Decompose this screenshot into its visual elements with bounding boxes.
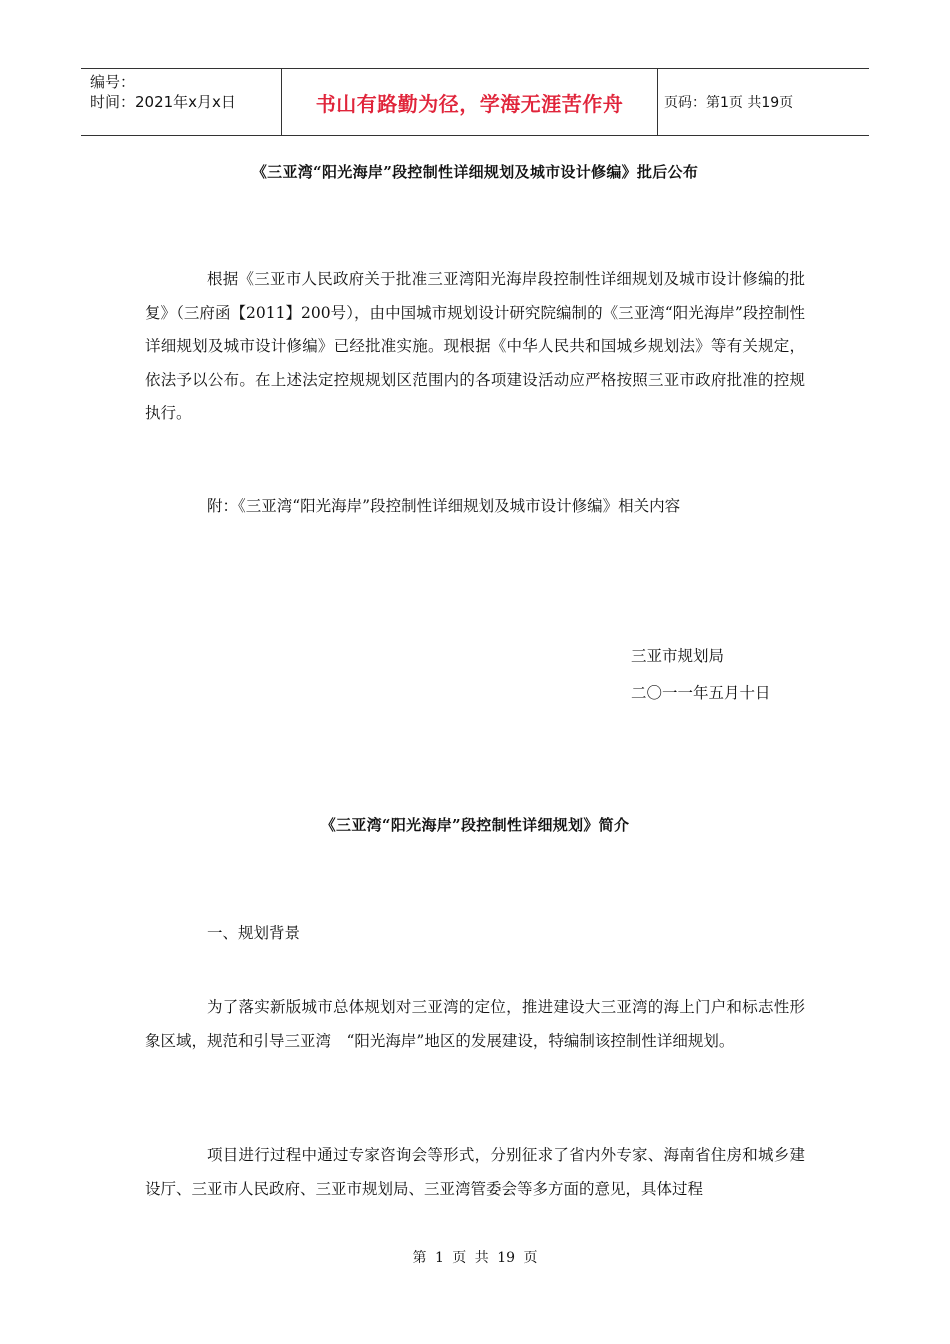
header-motto-cell: [282, 69, 658, 135]
intro-title: 《三亚湾“阳光海岸”段控制性详细规划》简介: [320, 816, 630, 834]
document-header: [81, 68, 869, 136]
section1-heading: 一、规划背景: [207, 924, 301, 942]
intro-paragraph-1: 为了落实新版城市总体规划对三亚湾的定位，推进建设大三亚湾的海上门户和标志性形象区域，规范和引导三亚湾 “阳光海岸”地区的发展建设，特编制该控制性详细规划。: [145, 998, 805, 1050]
code-label: 编号：: [90, 73, 136, 91]
notice-body: 根据《三亚市人民政府关于批准三亚湾阳光海岸段控制性详细规划及城市设计修编的批复》（三府函【2011】200号），由中国城市规划设计研究院编制的《三亚湾“阳光海岸”段控制性详细规划及城市设计修编》已经批准实施。现根据《中华人民共和国城乡规划法》等有关规定，依法予以公布。在上述法定控规规划区范围内的各项建设活动应严格按照三亚市政府批准的控规执行。: [145, 270, 805, 422]
header-meta: [81, 69, 282, 135]
time-label: 时间：2021年x月x日: [90, 93, 236, 111]
notice-date: 二〇一一年五月十日: [631, 684, 771, 702]
notice-attachment: 附：《三亚湾“阳光海岸”段控制性详细规划及城市设计修编》相关内容: [207, 497, 681, 515]
page-footer: 第 1 页 共 19 页: [412, 1250, 538, 1266]
notice-title: 《三亚湾“阳光海岸”段控制性详细规划及城市设计修编》批后公布: [251, 163, 699, 181]
notice-signer: 三亚市规划局: [631, 647, 725, 665]
header-page-info-cell: [658, 69, 869, 135]
page-info: 页码：第1页 共19页: [664, 95, 794, 111]
motto-text: 书山有路勤为径，学海无涯苦作舟: [315, 91, 624, 116]
intro-paragraph-2: 项目进行过程中通过专家咨询会等形式，分别征求了省内外专家、海南省住房和城乡建设厅、三亚市人民政府、三亚市规划局、三亚湾管委会等多方面的意见，具体过程: [145, 1146, 805, 1198]
